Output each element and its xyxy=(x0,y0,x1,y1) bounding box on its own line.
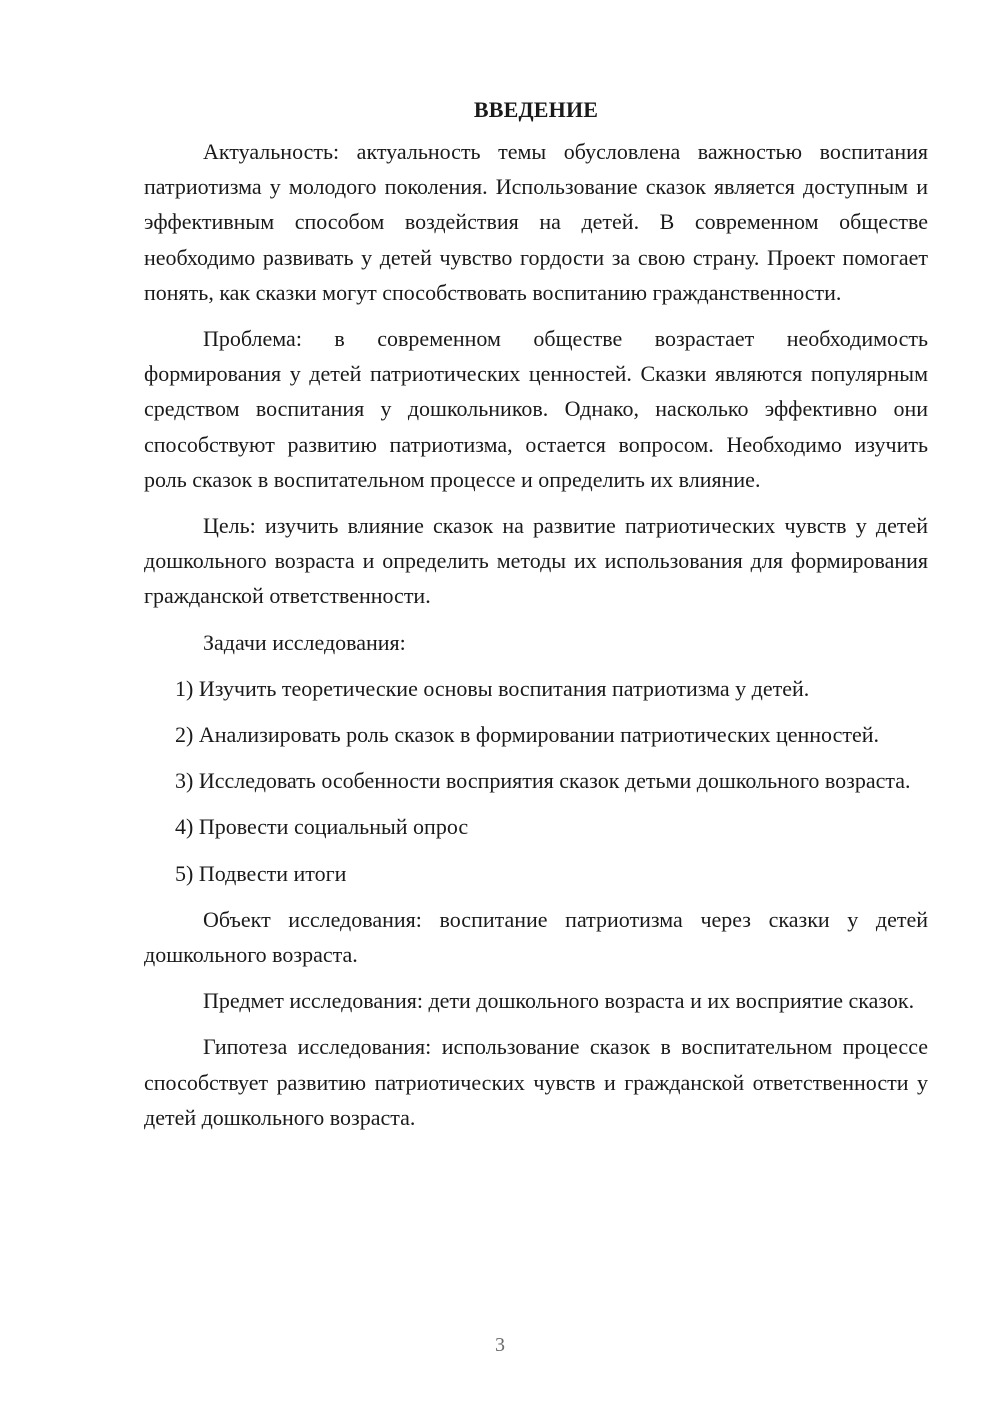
task-item-4: 4) Провести социальный опрос xyxy=(175,814,469,840)
task-item-2: 2) Анализировать роль сказок в формировании патриотических ценностей. xyxy=(175,722,880,748)
section-title: ВВЕДЕНИЕ xyxy=(473,97,599,122)
paragraph-object: Объект исследования: воспитание патриотизма через сказки у детей дошкольного возраста. xyxy=(144,906,928,968)
paragraph-relevance: Актуальность: актуальность темы обусловлена важностью воспитания патриотизма у молодого поколения. Использование сказок является доступным и эффективным способом воздействия на детей. В современном обществе необходимо развивать у детей чувство гордости за свою страну. Проект помогает понять, как сказки могут способствовать воспитанию гражданственности. xyxy=(144,139,928,305)
paragraph-tasks-heading: Задачи исследования: xyxy=(203,629,406,655)
task-item-5: 5) Подвести итоги xyxy=(175,860,347,886)
paragraph-problem: Проблема: в современном обществе возрастает необходимость формирования у детей патриотических ценностей. Сказки являются популярным средством воспитания у дошкольников. Однако, насколько эффективно они способствуют развитию патриотизма, остается вопросом. Необходимо изучить роль сказок в воспитательном процессе и определить их влияние. xyxy=(144,326,928,492)
task-item-1: 1) Изучить теоретические основы воспитания патриотизма у детей. xyxy=(175,675,810,701)
paragraph-subject: Предмет исследования: дети дошкольного возраста и их восприятие сказок. xyxy=(203,988,915,1014)
page-number: 3 xyxy=(495,1334,505,1356)
paragraph-goal: Цель: изучить влияние сказок на развитие патриотических чувств у детей дошкольного возраста и определить методы их использования для формирования гражданской ответственности. xyxy=(144,513,928,609)
task-item-3: 3) Исследовать особенности восприятия сказок детьми дошкольного возраста. xyxy=(175,768,911,794)
paragraph-hypothesis: Гипотеза исследования: использование сказок в воспитательном процессе способствует развитию патриотических чувств и гражданской ответственности у детей дошкольного возраста. xyxy=(144,1034,928,1130)
document-page xyxy=(144,92,928,1146)
